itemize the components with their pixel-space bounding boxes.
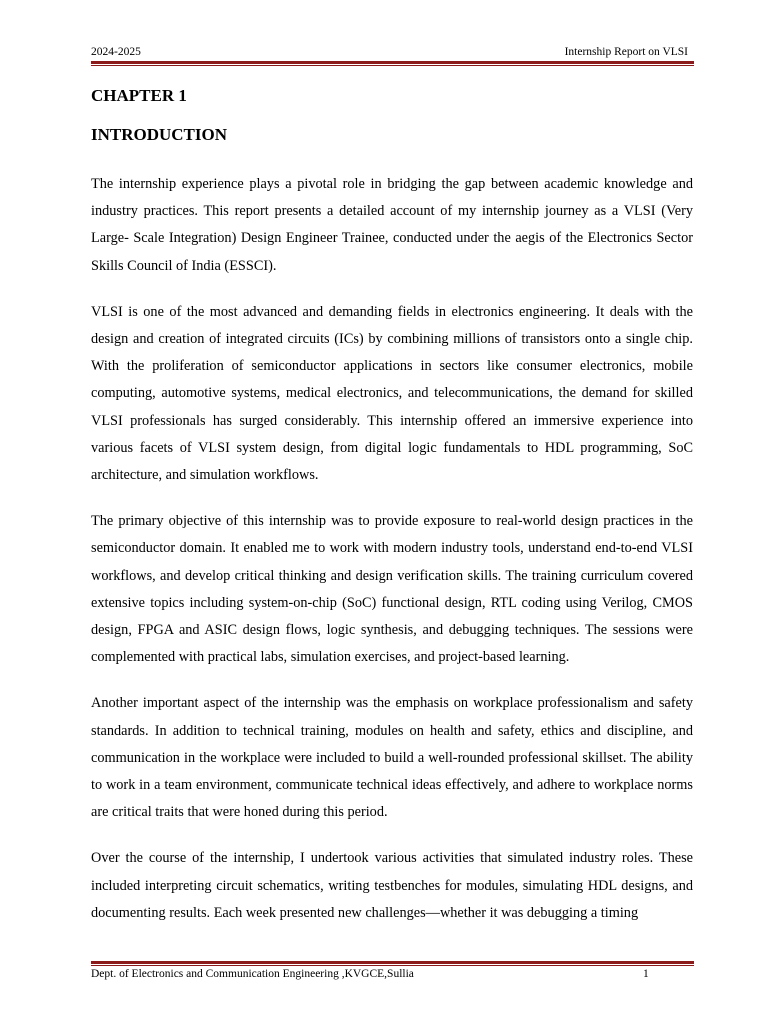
header-title: Internship Report on VLSI	[564, 46, 688, 58]
header-rule-thin	[91, 65, 694, 66]
page-footer	[91, 966, 694, 982]
paragraph-2: VLSI is one of the most advanced and demanding fields in electronics engineering. It deals with the design and creation of integrated circuits (ICs) by combining millions of transistors onto a single chip. With the proliferation of semiconductor applications in sectors like consumer electronics, mobile computing, automotive systems, medical electronics, and telecommunications, the demand for skilled VLSI professionals has surged considerably. This internship offered an immersive experience into various facets of VLSI system design, from digital logic fundamentals to HDL programming, SoC architecture, and simulation workflows.	[91, 303, 693, 484]
page-header	[91, 44, 694, 60]
header-rule	[91, 61, 694, 66]
header-rule-thick	[91, 61, 694, 64]
chapter-title: INTRODUCTION	[91, 125, 228, 144]
paragraph-4: Another important aspect of the internship was the emphasis on workplace professionalism and safety standards. In addition to technical training, modules on health and safety, ethics and discipline, and communication in the workplace were included to build a well-rounded professional skillset. The ability to work in a team environment, communicate technical ideas effectively, and adhere to workplace norms are critical traits that were honed during this period.	[91, 695, 693, 821]
paragraph-1: The internship experience plays a pivotal role in bridging the gap between academic knowledge and industry practices. This report presents a detailed account of my internship journey as a VLSI (Very Large- Scale Integration) Design Engineer Trainee, conducted under the aegis of the Electronics Sector Skills Council of India (ESSCI).	[91, 176, 693, 274]
paragraph-3: The primary objective of this internship was to provide exposure to real-world design practices in the semiconductor domain. It enabled me to work with modern industry tools, understand end-to-end VLSI workflows, and develop critical thinking and design verification skills. The training curriculum covered extensive topics including system-on-chip (SoC) functional design, RTL coding using Verilog, CMOS design, FPGA and ASIC design flows, logic synthesis, and debugging techniques. The sessions were complemented with practical labs, simulation exercises, and project-based learning.	[91, 513, 693, 666]
header-year: 2024-2025	[91, 46, 141, 58]
paragraph-5: Over the course of the internship, I undertook various activities that simulated industry roles. These included interpreting circuit schematics, writing testbenches for modules, simulating HDL designs, and documenting results. Each week presented new challenges—whether it was debugging a timing	[91, 850, 693, 921]
footer-department: Dept. of Electronics and Communication Engineering ,KVGCE,Sullia	[91, 968, 414, 980]
page-number: 1	[643, 968, 649, 980]
chapter-number: CHAPTER 1	[91, 86, 187, 105]
body-text	[91, 171, 693, 946]
footer-rule-thick	[91, 961, 694, 964]
